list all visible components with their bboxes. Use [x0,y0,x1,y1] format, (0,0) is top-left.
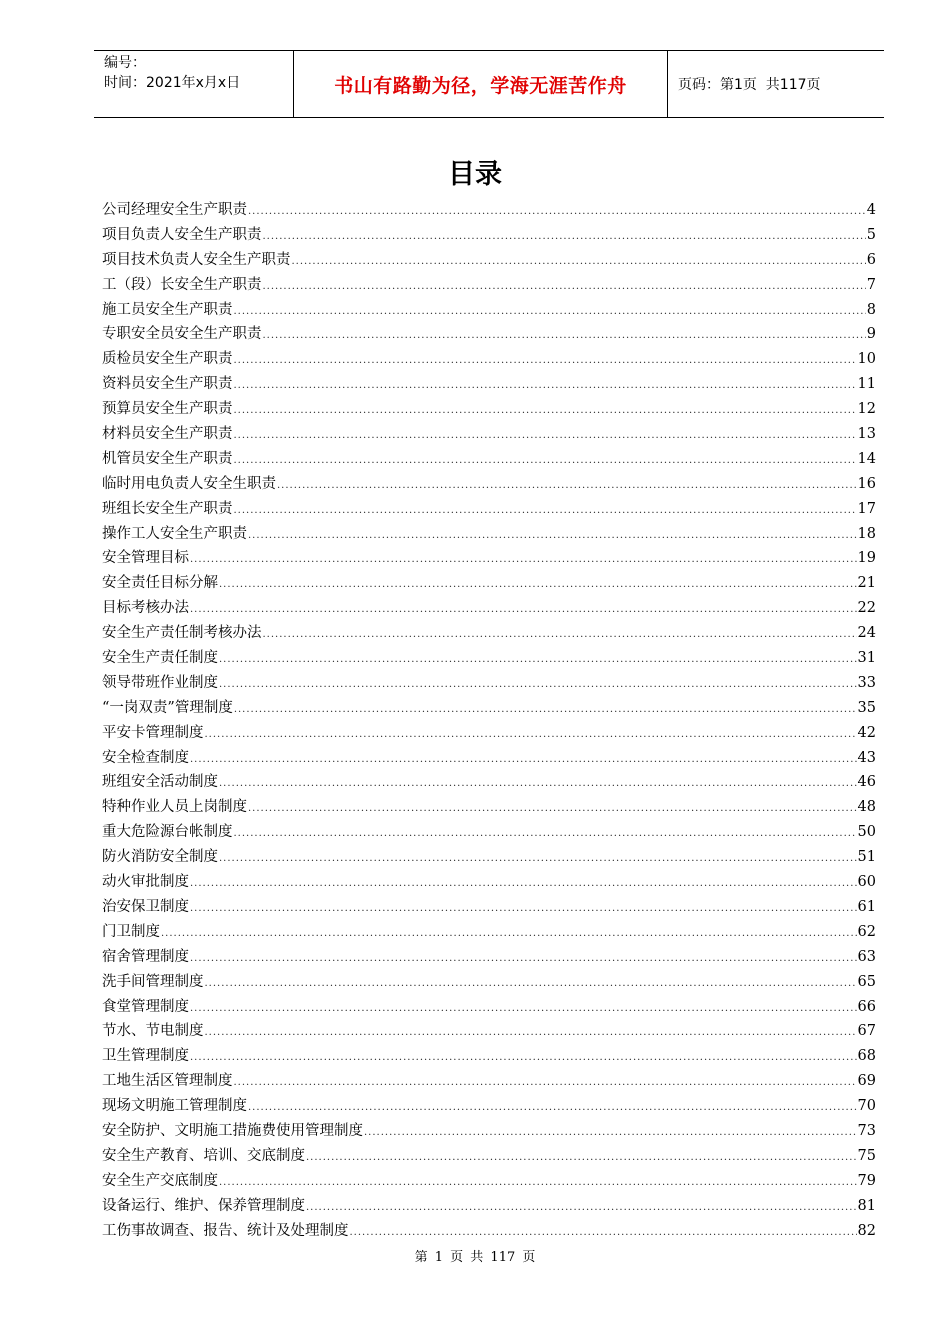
toc-dot-leader [190,1046,857,1071]
toc-entry-title: 食堂管理制度 [102,998,189,1015]
toc-entry-page-number: 16 [857,475,876,492]
toc-entry[interactable] [102,970,876,995]
toc-dot-leader [306,1146,857,1171]
table-of-contents [102,198,876,1243]
toc-entry-page-number: 42 [857,724,876,741]
toc-dot-leader [205,972,857,997]
toc-dot-leader [234,822,857,847]
toc-entry[interactable] [102,1169,876,1194]
toc-entry-page-number: 33 [857,674,876,691]
toc-entry-page-number: 7 [866,276,876,293]
toc-entry[interactable] [102,198,876,223]
header-page-info [668,51,884,117]
toc-entry-title: 专职安全员安全生产职责 [102,326,262,343]
toc-entry-page-number: 14 [857,450,876,467]
toc-entry-page-number: 73 [857,1122,876,1139]
toc-entry-page-number: 62 [857,923,876,940]
toc-entry-title: 宿舍管理制度 [102,948,189,965]
header-page-label: 页码：第1页 共117页 [678,77,821,93]
toc-entry[interactable] [102,895,876,920]
toc-entry-page-number: 18 [857,525,876,542]
toc-entry-title: 临时用电负责人安全生职责 [102,475,276,492]
toc-entry-page-number: 43 [857,749,876,766]
toc-entry-title: 卫生管理制度 [102,1048,189,1065]
toc-entry-title: 安全生产教育、培训、交底制度 [102,1147,305,1164]
toc-entry[interactable] [102,920,876,945]
toc-entry-title: 特种作业人员上岗制度 [102,799,247,816]
toc-entry[interactable] [102,248,876,273]
toc-dot-leader [205,1021,857,1046]
toc-entry-page-number: 10 [857,351,876,368]
toc-dot-leader [364,1121,857,1146]
toc-entry-page-number: 48 [857,799,876,816]
toc-entry[interactable] [102,1144,876,1169]
toc-entry-page-number: 69 [857,1073,876,1090]
toc-entry-page-number: 82 [857,1222,876,1239]
toc-entry-page-number: 81 [857,1197,876,1214]
toc-dot-leader [248,524,857,549]
toc-entry-title: 项目负责人安全生产职责 [102,226,262,243]
toc-dot-leader [219,573,857,598]
toc-dot-leader [263,225,866,250]
toc-entry[interactable] [102,1019,876,1044]
toc-entry-title: 工（段）长安全生产职责 [102,276,262,293]
toc-entry-title: 设备运行、维护、保养管理制度 [102,1197,305,1214]
toc-entry[interactable] [102,770,876,795]
toc-entry-title: 领导带班作业制度 [102,674,218,691]
toc-entry-title: 工地生活区管理制度 [102,1073,233,1090]
toc-entry[interactable] [102,746,876,771]
toc-entry-page-number: 4 [866,202,876,218]
toc-entry[interactable] [102,646,876,671]
toc-entry-page-number: 67 [857,1023,876,1040]
toc-entry-title: 资料员安全生产职责 [102,376,233,393]
toc-entry-page-number: 8 [866,301,876,318]
toc-entry[interactable] [102,870,876,895]
toc-dot-leader [292,250,866,275]
toc-title: 目录 [448,159,502,190]
toc-entry-title: 现场文明施工管理制度 [102,1098,247,1115]
toc-entry-title: 安全防护、文明施工措施费使用管理制度 [102,1122,363,1139]
page-header [94,50,884,118]
toc-entry-title: 安全管理目标 [102,550,189,567]
toc-entry-title: 质检员安全生产职责 [102,351,233,368]
toc-entry-title: 安全生产责任制考核办法 [102,625,262,642]
toc-entry-title: 重大危险源台帐制度 [102,824,233,841]
toc-entry-page-number: 61 [857,898,876,915]
toc-entry[interactable] [102,1219,876,1244]
toc-entry[interactable] [102,721,876,746]
toc-entry[interactable] [102,795,876,820]
toc-dot-leader [234,1071,857,1096]
toc-entry-page-number: 46 [857,774,876,791]
toc-entry[interactable] [102,1194,876,1219]
toc-dot-leader [263,623,857,648]
toc-entry[interactable] [102,696,876,721]
toc-entry[interactable] [102,273,876,298]
toc-dot-leader [248,797,857,822]
toc-entry-title: 门卫制度 [102,923,160,940]
toc-entry[interactable] [102,1119,876,1144]
toc-dot-leader [219,772,857,797]
toc-entry-title: 项目技术负责人安全生产职责 [102,251,291,268]
toc-dot-leader [190,897,857,922]
toc-dot-leader [190,748,857,773]
toc-entry-page-number: 68 [857,1048,876,1065]
toc-entry[interactable] [102,571,876,596]
toc-entry[interactable] [102,347,876,372]
toc-dot-leader [234,499,857,524]
toc-dot-leader [277,474,857,499]
toc-entry-page-number: 65 [857,973,876,990]
toc-entry-title: 操作工人安全生产职责 [102,525,247,542]
toc-entry[interactable] [102,845,876,870]
toc-entry[interactable] [102,945,876,970]
toc-entry[interactable] [102,497,876,522]
document-time: 时间：2021年x月x日 [104,75,241,91]
toc-entry[interactable] [102,596,876,621]
toc-dot-leader [234,374,857,399]
toc-entry[interactable] [102,621,876,646]
toc-entry-title: 材料员安全生产职责 [102,426,233,443]
toc-entry[interactable] [102,422,876,447]
toc-entry[interactable] [102,223,876,248]
toc-dot-leader [219,648,857,673]
toc-entry[interactable] [102,1069,876,1094]
toc-dot-leader [263,324,866,349]
toc-entry-page-number: 17 [857,500,876,517]
toc-dot-leader [161,922,857,947]
document-number-label: 编号： [104,55,146,71]
toc-entry-title: 节水、节电制度 [102,1023,204,1040]
toc-entry-page-number: 75 [857,1147,876,1164]
toc-entry-page-number: 13 [857,426,876,443]
toc-entry-page-number: 5 [866,226,876,243]
toc-entry-title: 施工员安全生产职责 [102,301,233,318]
toc-entry-page-number: 51 [857,849,876,866]
toc-dot-leader [219,847,857,872]
toc-dot-leader [248,200,866,225]
toc-entry-page-number: 60 [857,874,876,891]
toc-entry-title: 安全生产责任制度 [102,650,218,667]
toc-dot-leader [234,349,857,374]
toc-dot-leader [350,1221,857,1246]
header-motto: 书山有路勤为径，学海无涯苦作舟 [294,51,668,117]
toc-dot-leader [190,548,857,573]
toc-entry[interactable] [102,322,876,347]
toc-entry[interactable] [102,472,876,497]
toc-dot-leader [234,300,866,325]
toc-entry[interactable] [102,522,876,547]
toc-entry-title: 动火审批制度 [102,874,189,891]
toc-dot-leader [234,424,857,449]
toc-entry-title: 防火消防安全制度 [102,849,218,866]
toc-dot-leader [306,1196,857,1221]
toc-entry[interactable] [102,298,876,323]
toc-entry[interactable] [102,671,876,696]
toc-dot-leader [190,598,857,623]
toc-entry[interactable] [102,820,876,845]
toc-dot-leader [248,1096,857,1121]
toc-dot-leader [219,1171,857,1196]
toc-entry-page-number: 24 [857,625,876,642]
toc-entry-page-number: 9 [866,326,876,343]
toc-entry-page-number: 35 [857,699,876,716]
toc-entry-title: 洗手间管理制度 [102,973,204,990]
toc-entry-title: 公司经理安全生产职责 [102,202,247,218]
toc-entry-page-number: 11 [857,376,876,393]
toc-entry-page-number: 31 [857,650,876,667]
toc-dot-leader [263,275,866,300]
toc-entry-page-number: 19 [857,550,876,567]
toc-entry-title: 平安卡管理制度 [102,724,204,741]
toc-entry-title: 安全检查制度 [102,749,189,766]
toc-entry-page-number: 50 [857,824,876,841]
toc-entry[interactable] [102,1044,876,1069]
toc-entry[interactable] [102,546,876,571]
header-meta [94,51,294,117]
toc-dot-leader [190,947,857,972]
toc-dot-leader [234,399,857,424]
toc-entry-page-number: 66 [857,998,876,1015]
toc-entry-page-number: 21 [857,575,876,592]
toc-entry-title: 安全责任目标分解 [102,575,218,592]
toc-entry[interactable] [102,372,876,397]
toc-dot-leader [205,723,857,748]
toc-dot-leader [219,673,857,698]
toc-dot-leader [190,872,857,897]
toc-entry-title: 治安保卫制度 [102,898,189,915]
toc-entry-page-number: 6 [866,251,876,268]
toc-entry-title: 安全生产交底制度 [102,1172,218,1189]
toc-entry-title: 工伤事故调查、报告、统计及处理制度 [102,1222,349,1239]
toc-entry-page-number: 79 [857,1172,876,1189]
toc-entry-title: 班组长安全生产职责 [102,500,233,517]
toc-entry-title: 目标考核办法 [102,600,189,617]
toc-entry-page-number: 12 [857,401,876,418]
toc-entry-page-number: 70 [857,1098,876,1115]
toc-entry-title: 班组安全活动制度 [102,774,218,791]
toc-entry-page-number: 22 [857,600,876,617]
page-footer: 第 1 页 共 117 页 [414,1250,536,1265]
toc-entry[interactable] [102,995,876,1020]
toc-entry[interactable] [102,1094,876,1119]
toc-entry-title: “一岗双责”管理制度 [102,699,233,716]
toc-dot-leader [190,997,857,1022]
toc-entry[interactable] [102,397,876,422]
toc-entry-title: 机管员安全生产职责 [102,450,233,467]
toc-entry-title: 预算员安全生产职责 [102,401,233,418]
toc-dot-leader [234,449,857,474]
toc-entry-page-number: 63 [857,948,876,965]
toc-dot-leader [234,698,857,723]
toc-entry[interactable] [102,447,876,472]
